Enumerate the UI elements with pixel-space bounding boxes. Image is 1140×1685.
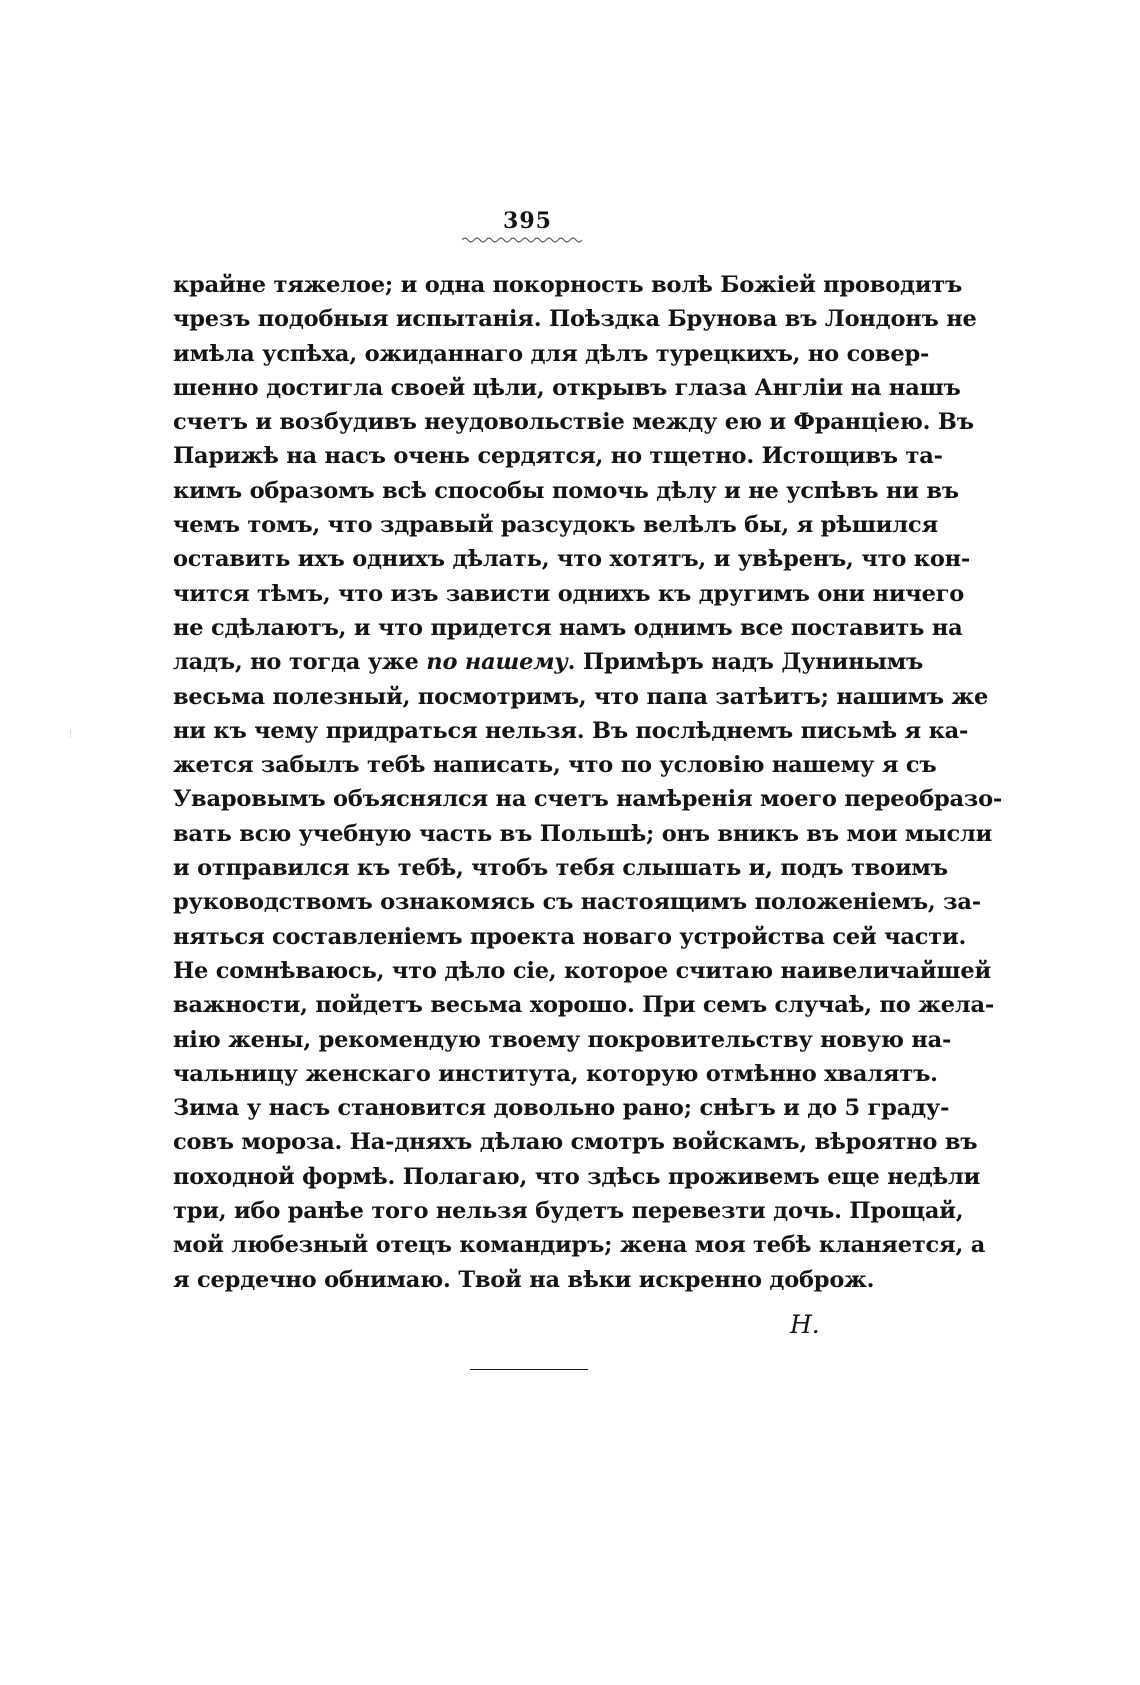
- text-line: жется забылъ тебѣ написать, что по условію нашему я съ: [173, 752, 937, 779]
- text-line: счетъ и возбудивъ неудовольствіе между ею и Франціею. Въ: [173, 409, 974, 436]
- text-line: чальницу женскаго института, которую отмѣнно хвалятъ.: [173, 1060, 938, 1087]
- text-line: Парижѣ на насъ очень сердятся, но тщетно. Истощивъ та-: [173, 443, 943, 470]
- text-line: руководствомъ ознакомясь съ настоящимъ положеніемъ, за-: [173, 889, 981, 916]
- text-line: шенно достигла своей цѣли, открывъ глаза Англіи на нашъ: [173, 374, 961, 401]
- text-line: кимъ образомъ всѣ способы помочь дѣлу и не успѣвъ ни въ: [173, 477, 959, 504]
- text-line: крайне тяжелое; и одна покорность волѣ Божіей проводитъ: [173, 272, 963, 298]
- scan-mark: [70, 730, 71, 738]
- text-run: . Примѣръ надъ Дунинымъ: [567, 649, 924, 676]
- text-line: нію жены, рекомендую твоему покровительству новую на-: [173, 1026, 952, 1053]
- text-line: Не сомнѣваюсь, что дѣло сіе, которое считаю наивеличайшей: [173, 957, 992, 984]
- signature: Н.: [790, 1310, 820, 1339]
- closing-rule: [470, 1369, 588, 1370]
- text-line: няться составленіемъ проекта новаго устройства сей части.: [173, 923, 967, 950]
- text-line: три, ибо ранѣе того нельзя будетъ перевезти дочь. Прощай,: [173, 1198, 964, 1225]
- letter-body: [173, 268, 1003, 1297]
- text-line: мой любезный отецъ командиръ; жена моя тебѣ кланяется, а: [173, 1232, 986, 1259]
- text-line: не сдѣлаютъ, и что придется намъ однимъ все поставить на: [173, 614, 963, 641]
- text-line: совъ мороза. На-дняхъ дѣлаю смотръ войскамъ, вѣроятно въ: [173, 1129, 978, 1156]
- wavy-ornament: [462, 236, 582, 244]
- text-line: вать всю учебную часть въ Польшѣ; онъ вникъ въ мои мысли: [173, 820, 993, 847]
- text-line: чрезъ подобныя испытанія. Поѣздка Брунова въ Лондонъ не: [173, 306, 977, 333]
- text-line: весьма полезный, посмотримъ, что папа затѣитъ; нашимъ же: [173, 683, 989, 710]
- text-line: имѣла успѣха, ожиданнаго для дѣлъ турецкихъ, но совер-: [173, 340, 930, 367]
- italic-phrase: по нашему: [426, 649, 568, 676]
- text-line: Уваровымъ объяснялся на счетъ намѣренія моего переобразо-: [173, 786, 1003, 813]
- text-line: чемъ томъ, что здравый разсудокъ велѣлъ бы, я рѣшился: [173, 512, 938, 539]
- text-line: походной формѣ. Полагаю, что здѣсь проживемъ еще недѣли: [173, 1163, 981, 1190]
- text-line: чится тѣмъ, что изъ зависти однихъ къ другимъ они ничего: [173, 580, 965, 607]
- text-line: и отправился къ тебѣ, чтобъ тебя слышать и, подъ твоимъ: [173, 855, 948, 882]
- text-line-with-italic: [173, 645, 924, 679]
- text-line-last: я сердечно обнимаю. Твой на вѣки искренно доброж.: [173, 1266, 875, 1293]
- text-line: ни къ чему придраться нельзя. Въ послѣднемъ письмѣ я ка-: [173, 717, 969, 744]
- text-run: ладъ, но тогда уже: [173, 649, 427, 676]
- page-number: 395: [503, 208, 552, 234]
- text-line: оставить ихъ однихъ дѣлать, что хотятъ, и увѣренъ, что кон-: [173, 546, 971, 573]
- text-line: Зима у насъ становится довольно рано; снѣгъ и до 5 граду-: [173, 1095, 950, 1122]
- text-line: важности, пойдетъ весьма хорошо. При семъ случаѣ, по жела-: [173, 992, 994, 1019]
